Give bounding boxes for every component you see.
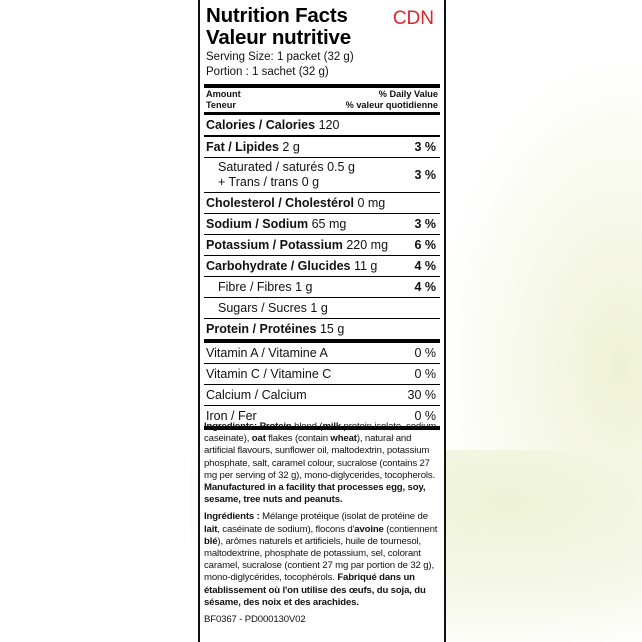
cholesterol-label: Cholesterol / Cholestérol [206, 196, 354, 210]
saturated-line: Saturated / saturés 0.5 g [218, 160, 355, 174]
row-fibre [204, 277, 440, 297]
row-sodium [204, 214, 440, 234]
row-saturated [204, 158, 440, 192]
vitamin-label: Vitamin A / Vitamine A [206, 346, 328, 360]
serving-fr: Portion : 1 sachet (32 g) [206, 66, 329, 78]
country-code: CDN [392, 8, 434, 29]
row-protein [204, 319, 440, 339]
dv-en: % Daily Value [378, 89, 438, 99]
carbohydrate-amount: 11 g [353, 259, 378, 273]
nutrition-label [198, 0, 446, 642]
carbohydrate-dv: 4 % [414, 259, 436, 273]
row-potassium [204, 235, 440, 255]
row-carbohydrate [204, 256, 440, 276]
vitamin-dv: 0 % [414, 367, 436, 381]
saturated-dv: 3 % [414, 168, 436, 182]
label-header [204, 4, 440, 50]
fibre-dv: 4 % [414, 280, 436, 294]
serving-en: Serving Size: 1 packet (32 g) [206, 51, 354, 63]
allergen-statement-fr: Fabriqué dans un établissement où l'on utilise des œufs, du soja, du sésame, des noix et des arachides. [204, 572, 426, 608]
vitamin-label: Iron / Fer [206, 409, 257, 423]
sodium-label: Sodium / Sodium [206, 217, 309, 231]
potassium-amount: 220 mg [346, 238, 389, 252]
fat-label: Fat / Lipides [206, 140, 279, 154]
title-fr: Valeur nutritive [206, 26, 351, 49]
vitamin-label: Calcium / Calcium [206, 388, 307, 402]
potassium-label: Potassium / Potassium [206, 238, 343, 252]
sugars-label: Sugars / Sucres 1 g [218, 301, 328, 315]
sodium-amount: 65 mg [311, 217, 347, 231]
row-sugars [204, 298, 440, 318]
calories-amount: 120 [318, 117, 340, 132]
sodium-dv: 3 % [414, 217, 436, 231]
amount-fr: Teneur [206, 100, 236, 110]
vitamin-dv: 0 % [414, 409, 436, 423]
protein-amount: 15 g [319, 322, 345, 336]
ingredients-en: Ingredients: Protein blend (milk protein isolate, sodium caseinate), oat flakes (contain wheat), natural and artificial flavours, sunflower oil, maltodextrin, potassium phosphate, salt, caramel colour, sucralose (contains 27 mg per serving of 32 g), mono-diglycerides, tocopherols. Manufactured in a facility that processes egg, soy, sesame, tree nuts and peanuts. [204, 421, 437, 506]
vitamin-dv: 0 % [414, 346, 436, 360]
row-calcium [204, 385, 440, 405]
amount-header [204, 88, 440, 112]
vitamin-dv: 30 % [407, 388, 436, 402]
trans-line: + Trans / trans 0 g [218, 175, 320, 189]
dv-fr: % valeur quotidienne [345, 100, 438, 110]
fibre-label: Fibre / Fibres 1 g [218, 280, 313, 294]
carbohydrate-label: Carbohydrate / Glucides [206, 259, 351, 273]
ingredients-fr: Ingrédients : Mélange protéique (isolat de protéine de lait, caséinate de sodium), flocons d'avoine (contiennent blé), arômes naturels et artificiels, huile de tournesol, maltodextrine, phosphate de potassium, sel, colorant caramel, sucralose (contient 27 mg par portion de 32 g), mono-diglycérides, tocophérols. Fabriqué dans un établissement où l'on utilise des œufs, du soja, du sésame, des noix et des arachides. [204, 511, 438, 608]
row-fat [204, 137, 440, 157]
fat-dv: 3 % [414, 140, 436, 154]
title-en: Nutrition Facts [206, 4, 348, 27]
row-cholesterol [204, 193, 440, 213]
product-code: BF0367 - PD000130V02 [204, 614, 306, 626]
serving-size [204, 50, 440, 84]
row-vitamin-c [204, 364, 440, 384]
ingredients-block [204, 421, 440, 626]
potassium-dv: 6 % [414, 238, 436, 252]
background-tint-right [420, 30, 642, 450]
amount-en: Amount [206, 89, 241, 99]
row-calories [204, 115, 440, 135]
protein-label: Protein / Protéines [206, 322, 317, 336]
fat-amount: 2 g [282, 140, 300, 154]
allergen-statement-en: Manufactured in a facility that processes egg, soy, sesame, tree nuts and peanuts. [204, 482, 426, 506]
row-vitamin-a [204, 343, 440, 363]
calories-label: Calories / Calories [206, 117, 316, 132]
nutrition-facts-table [204, 4, 440, 430]
cholesterol-amount: 0 mg [357, 196, 386, 210]
vitamin-label: Vitamin C / Vitamine C [206, 367, 332, 381]
